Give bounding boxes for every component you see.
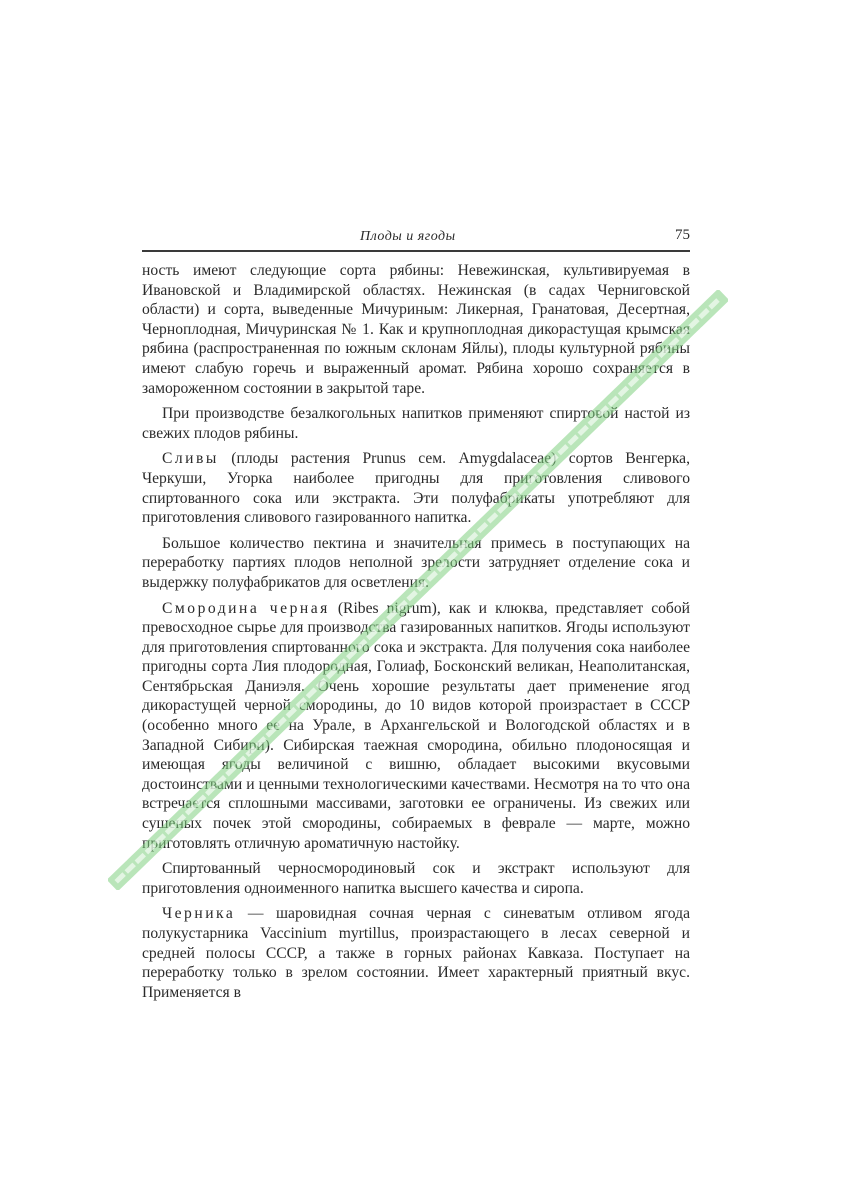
paragraph-rowan-varieties (142, 261, 690, 398)
body-text (142, 261, 690, 1008)
running-title: Плоды и ягоды (360, 229, 456, 244)
paragraph-text: (Ribes nigrum), как и клюква, представляет собой превосходное сырье для производства газированных напитков. Ягоды используют для приготовления спиртованного сока и экстракта. Для получения сока наиболее пригодны сорта Лия плодородная, Голиаф, Босконский великан, Неаполитанская, Сентябрьская Даниэля. Очень хорошие результаты дает применение ягод дикорастущей черной смородины, до 10 видов которой произрастает в СССР (особенно много ее на Урале, в Архангельской и Вологодской областях и в Западной Сибири). Сибирская таежная смородина, обильно плодоносящая и имеющая ягоды величиной с вишню, обладает высокими вкусовыми достоинствами и ценными технологическими качествами. Несмотря на то что она встречается сплошными массивами, заготовки ее ограничены. Из свежих или сушеных почек этой смородины, собираемых в феврале — марте, можно приготовлять отличную ароматичную настойку. (142, 599, 690, 852)
paragraph-text: — шаровидная сочная черная с синеватым отливом ягода полукустарника Vaccinium myrtillus, произрастающего в лесах северной и средней полосы СССР, а также в горных районах Кавказа. Поступает на переработку только в зрелом состоянии. Имеет характерный приятный вкус. Применяется в (142, 905, 690, 1001)
term-heading: Черника (162, 905, 236, 923)
paragraph-pectin (142, 534, 690, 593)
paragraph-text: Спиртованный черносмородиновый сок и экстракт используют для приготовления одноименного напитка высшего качества и сиропа. (142, 860, 690, 897)
paragraph-text: При производстве безалкогольных напитков применяют спиртовой настой из свежих плодов рябины. (142, 405, 690, 442)
page-header (142, 226, 690, 248)
term-heading: Сливы (162, 450, 219, 468)
paragraph-text: (плоды растения Prunus сем. Amygdalaceae) сортов Венгерка, Черкуши, Угорка наиболее пригодны для приготовления сливового спиртованного сока или экстракта. Эти полуфабрикаты употребляют для приготовления сливового газированного напитка. (142, 450, 690, 527)
paragraph-rowan-infusion (142, 404, 690, 443)
paragraph-text: ность имеют следующие сорта рябины: Невежинская, культивируемая в Ивановской и Владимирской областях. Нежинская (в садах Черниговской области) и сорта, выведенные Мичуриным: Ликерная, Гранатовая, Десертная, Черноплодная, Мичуринская № 1. Как и крупноплодная дикорастущая крымская рябина (распространенная по южным склонам Яйлы), плоды культурной рябины имеют слабую горечь и выраженный аромат. Рябина хорошо сохраняется в замороженном состоянии в закрытой таре. (142, 262, 690, 397)
paragraph-blackcurrant-juice (142, 859, 690, 898)
term-heading: Смородина черная (162, 599, 330, 617)
paragraph-text: Большое количество пектина и значительная примесь в поступающих на переработку партиях плодов неполной зрелости затрудняет отделение сока и выдержку полуфабрикатов для осветления. (142, 534, 690, 591)
paragraph-blackcurrant (142, 599, 690, 854)
page-number: 75 (675, 227, 690, 243)
paragraph-plums (142, 449, 690, 527)
header-rule (142, 250, 690, 252)
paragraph-bilberry (142, 904, 690, 1002)
